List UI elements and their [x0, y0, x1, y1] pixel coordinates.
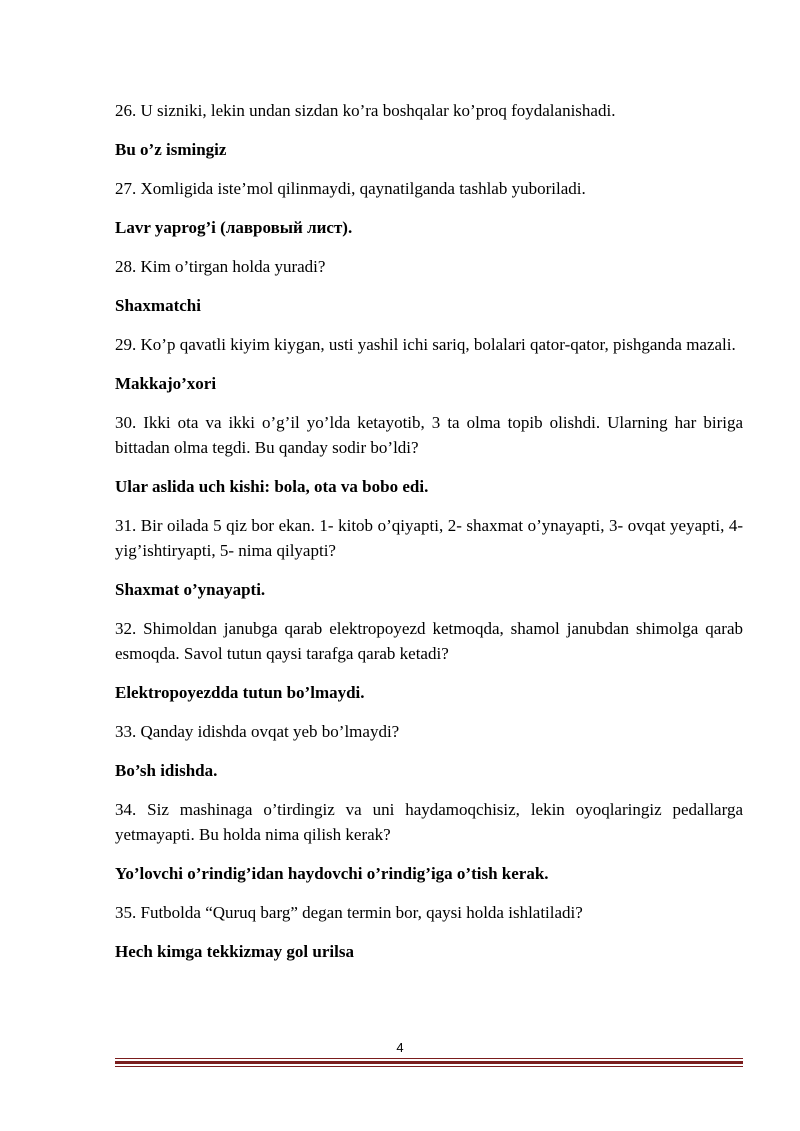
answer-30: Ular aslida uch kishi: bola, ota va bobo edi.: [115, 477, 429, 496]
question-29: 29. Ko’p qavatli kiyim kiygan, usti yashil ichi sariq, bolalari qator-qator, pishganda mazali.: [115, 335, 736, 354]
question-31: 31. Bir oilada 5 qiz bor ekan. 1- kitob o’qiyapti, 2- shaxmat o’ynayapti, 3- ovqat yeyapti, 4- yig’ishtiryapti, 5- nima qilyapti?: [115, 516, 743, 560]
answer-31: Shaxmat o’ynayapti.: [115, 580, 266, 599]
question-26: 26. U sizniki, lekin undan sizdan ko’ra boshqalar ko’proq foydalanishadi.: [115, 101, 616, 120]
footer-rule-top: [115, 1058, 743, 1059]
question-34: 34. Siz mashinaga o’tirdingiz va uni haydamoqchisiz, lekin oyoqlaringiz pedallarga yetmayapti. Bu holda nima qilish kerak?: [115, 800, 743, 844]
question-28: 28. Kim o’tirgan holda yuradi?: [115, 257, 326, 276]
question-33: 33. Qanday idishda ovqat yeb bo’lmaydi?: [115, 722, 400, 741]
question-30: 30. Ikki ota va ikki o’g’il yo’lda ketayotib, 3 ta olma topib olishdi. Ularning har biriga bittadan olma tegdi. Bu qanday sodir bo’ldi?: [115, 413, 743, 457]
footer-rule-thick: [115, 1061, 743, 1064]
footer-rule-bottom: [115, 1066, 743, 1067]
answer-33: Bo’sh idishda.: [115, 761, 218, 780]
page-number: 4: [396, 1040, 404, 1055]
answer-34: Yo’lovchi o’rindig’idan haydovchi o’rindig’iga o’tish kerak.: [115, 864, 549, 883]
answer-26: Bu o’z ismingiz: [115, 140, 227, 159]
question-32: 32. Shimoldan janubga qarab elektropoyezd ketmoqda, shamol janubdan shimolga qarab esmoqda. Savol tutun qaysi tarafga qarab ketadi?: [115, 619, 743, 663]
answer-27: Lavr yaprog’i (лавровый лист).: [115, 218, 353, 237]
answer-29: Makkajo’xori: [115, 374, 217, 393]
question-27: 27. Xomligida iste’mol qilinmaydi, qaynatilganda tashlab yuboriladi.: [115, 179, 586, 198]
document-body: [115, 98, 743, 978]
answer-28: Shaxmatchi: [115, 296, 201, 315]
answer-32: Elektropoyezdda tutun bo’lmaydi.: [115, 683, 365, 702]
answer-35: Hech kimga tekkizmay gol urilsa: [115, 942, 354, 961]
question-35: 35. Futbolda “Quruq barg” degan termin bor, qaysi holda ishlatiladi?: [115, 903, 583, 922]
